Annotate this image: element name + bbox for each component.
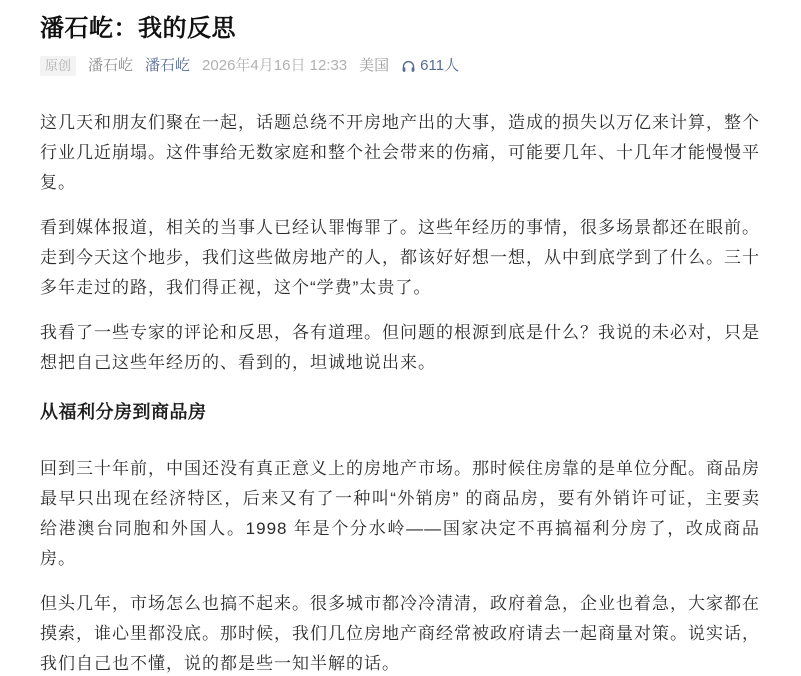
listen-button[interactable]	[401, 55, 459, 77]
paragraph: 但头几年，市场怎么也搞不起来。很多城市都冷冷清清，政府着急，企业也着急，大家都在摸索，谁心里都没底。那时候，我们几位房地产商经常被政府请去一起商量对策。说实话，我们自己也不懂，说的都是些一知半解的话。	[40, 594, 760, 673]
paragraph: 回到三十年前，中国还没有真正意义上的房地产市场。那时候住房靠的是单位分配。商品房最早只出现在经济特区，后来又有了一种叫“外销房” 的商品房，要有外销许可证，主要卖给港澳台同胞和外国人。1998 年是个分水岭——国家决定不再搞福利分房了，改成商品房。	[40, 459, 760, 568]
headphones-icon	[401, 59, 416, 74]
paragraph: 这几天和朋友们聚在一起，话题总绕不开房地产出的大事，造成的损失以万亿来计算，整个行业几近崩塌。这件事给无数家庭和整个社会带来的伤痛，可能要几年、十几年才能慢慢平复。	[40, 113, 760, 192]
original-badge: 原创	[40, 56, 76, 76]
article-body	[40, 108, 760, 676]
paragraph: 看到媒体报道，相关的当事人已经认罪悔罪了。这些年经历的事情，很多场景都还在眼前。走到今天这个地步，我们这些做房地产的人，都该好好想一想，从中到底学到了什么。三十多年走过的路，我们得正视，这个“学费”太贵了。	[40, 218, 760, 297]
article-title: 潘石屹：我的反思	[40, 15, 236, 42]
paragraph: 我看了一些专家的评论和反思，各有道理。但问题的根源到底是什么？我说的未必对，只是想把自己这些年经历的、看到的，坦诚地说出来。	[40, 323, 760, 372]
publish-datetime: 2026年4月16日 12:33	[202, 57, 348, 74]
publish-location: 美国	[359, 57, 390, 74]
account-link[interactable]: 潘石屹	[145, 57, 191, 74]
author-name: 潘石屹	[88, 57, 134, 74]
article-meta	[40, 55, 760, 77]
section-heading: 从福利分房到商品房	[40, 402, 207, 422]
listen-count-label: 611人	[420, 57, 460, 74]
